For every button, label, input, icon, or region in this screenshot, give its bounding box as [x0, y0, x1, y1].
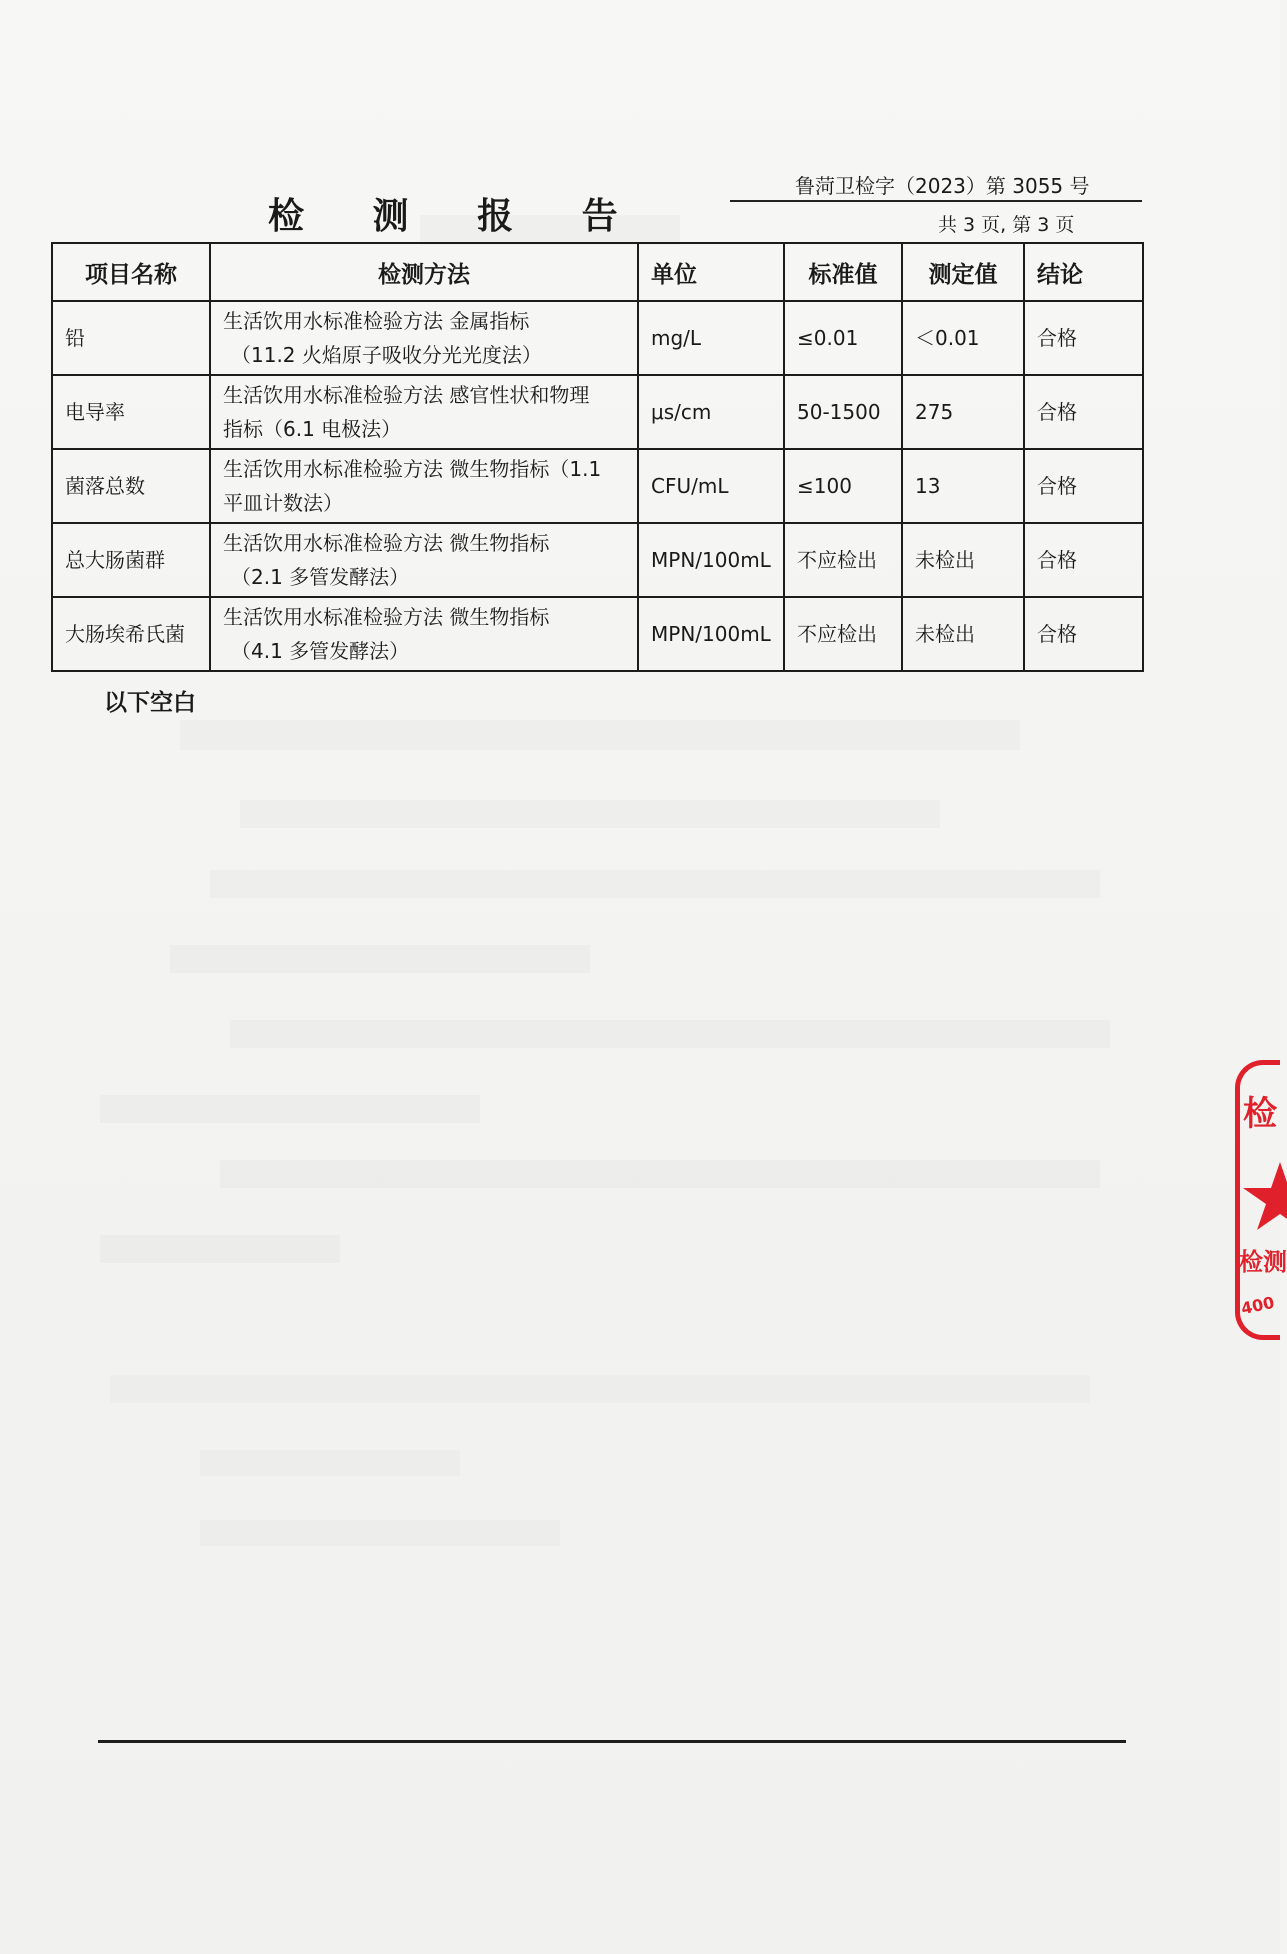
- method-line: （4.1 多管发酵法）: [231, 639, 410, 663]
- star-icon: [1235, 1160, 1280, 1230]
- bleed-through-mark: [180, 720, 1020, 750]
- cell-measured: 未检出: [902, 523, 1024, 597]
- method-line: （2.1 多管发酵法）: [231, 565, 410, 589]
- bleed-through-mark: [230, 1020, 1110, 1048]
- cell-conclusion: 合格: [1024, 449, 1143, 523]
- method-line: 生活饮用水标准检验方法 微生物指标: [223, 605, 550, 629]
- bleed-through-mark: [200, 1520, 560, 1546]
- cell-method: [210, 301, 638, 375]
- method-line: 生活饮用水标准检验方法 感官性状和物理: [223, 383, 590, 407]
- cell-method: [210, 523, 638, 597]
- cell-method: [210, 449, 638, 523]
- table-row: [52, 523, 1143, 597]
- cell-conclusion: 合格: [1024, 301, 1143, 375]
- table-header-row: [52, 243, 1143, 301]
- report-number-underline: [730, 200, 1142, 202]
- column-header-conclusion: 结论: [1024, 243, 1143, 301]
- blank-below-note: 以下空白: [104, 690, 196, 716]
- stamp-char-bottom: 检测: [1239, 1248, 1287, 1276]
- bleed-through-mark: [170, 945, 590, 973]
- cell-item: 菌落总数: [52, 449, 210, 523]
- footer-rule: [98, 1740, 1126, 1743]
- cell-unit: μs/cm: [638, 375, 784, 449]
- cell-unit: mg/L: [638, 301, 784, 375]
- cell-standard: ≤100: [784, 449, 902, 523]
- bleed-through-mark: [110, 1375, 1090, 1403]
- cell-standard: 50-1500: [784, 375, 902, 449]
- column-header-unit: 单位: [638, 243, 784, 301]
- method-line: 平皿计数法）: [223, 491, 343, 515]
- cell-conclusion: 合格: [1024, 375, 1143, 449]
- cell-unit: MPN/100mL: [638, 597, 784, 671]
- bleed-through-mark: [240, 800, 940, 828]
- bleed-through-mark: [210, 870, 1100, 898]
- table-row: [52, 449, 1143, 523]
- column-header-item: 项目名称: [52, 243, 210, 301]
- method-line: （11.2 火焰原子吸收分光光度法）: [231, 343, 542, 367]
- method-line: 生活饮用水标准检验方法 微生物指标: [223, 531, 550, 555]
- bleed-through-mark: [100, 1095, 480, 1123]
- page-count: 共 3 页, 第 3 页: [938, 214, 1075, 236]
- cell-standard: ≤0.01: [784, 301, 902, 375]
- cell-unit: CFU/mL: [638, 449, 784, 523]
- report-title: 检 测 报 告: [268, 195, 646, 237]
- column-header-standard: 标准值: [784, 243, 902, 301]
- cell-standard: 不应检出: [784, 597, 902, 671]
- report-number: 鲁菏卫检字（2023）第 3055 号: [795, 174, 1090, 198]
- cell-conclusion: 合格: [1024, 597, 1143, 671]
- cell-measured: 275: [902, 375, 1024, 449]
- cell-measured: ＜0.01: [902, 301, 1024, 375]
- cell-item: 总大肠菌群: [52, 523, 210, 597]
- bleed-through-mark: [100, 1235, 340, 1263]
- results-table: [51, 242, 1144, 672]
- column-header-method: 检测方法: [210, 243, 638, 301]
- cell-unit: MPN/100mL: [638, 523, 784, 597]
- official-seal-stamp: [1235, 1060, 1287, 1340]
- cell-measured: 13: [902, 449, 1024, 523]
- bleed-through-mark: [220, 1160, 1100, 1188]
- method-line: 生活饮用水标准检验方法 微生物指标（1.1: [223, 457, 602, 481]
- method-line: 指标（6.1 电极法）: [223, 417, 402, 441]
- cell-standard: 不应检出: [784, 523, 902, 597]
- table-row: [52, 301, 1143, 375]
- cell-item: 大肠埃希氏菌: [52, 597, 210, 671]
- cell-method: [210, 375, 638, 449]
- method-line: 生活饮用水标准检验方法 金属指标: [223, 309, 530, 333]
- column-header-measured: 测定值: [902, 243, 1024, 301]
- cell-item: 电导率: [52, 375, 210, 449]
- cell-item: 铅: [52, 301, 210, 375]
- table-row: [52, 375, 1143, 449]
- cell-measured: 未检出: [902, 597, 1024, 671]
- table-row: [52, 597, 1143, 671]
- stamp-digits: 400: [1239, 1292, 1277, 1319]
- stamp-char-top: 检: [1243, 1094, 1277, 1134]
- cell-method: [210, 597, 638, 671]
- bleed-through-mark: [200, 1450, 460, 1476]
- cell-conclusion: 合格: [1024, 523, 1143, 597]
